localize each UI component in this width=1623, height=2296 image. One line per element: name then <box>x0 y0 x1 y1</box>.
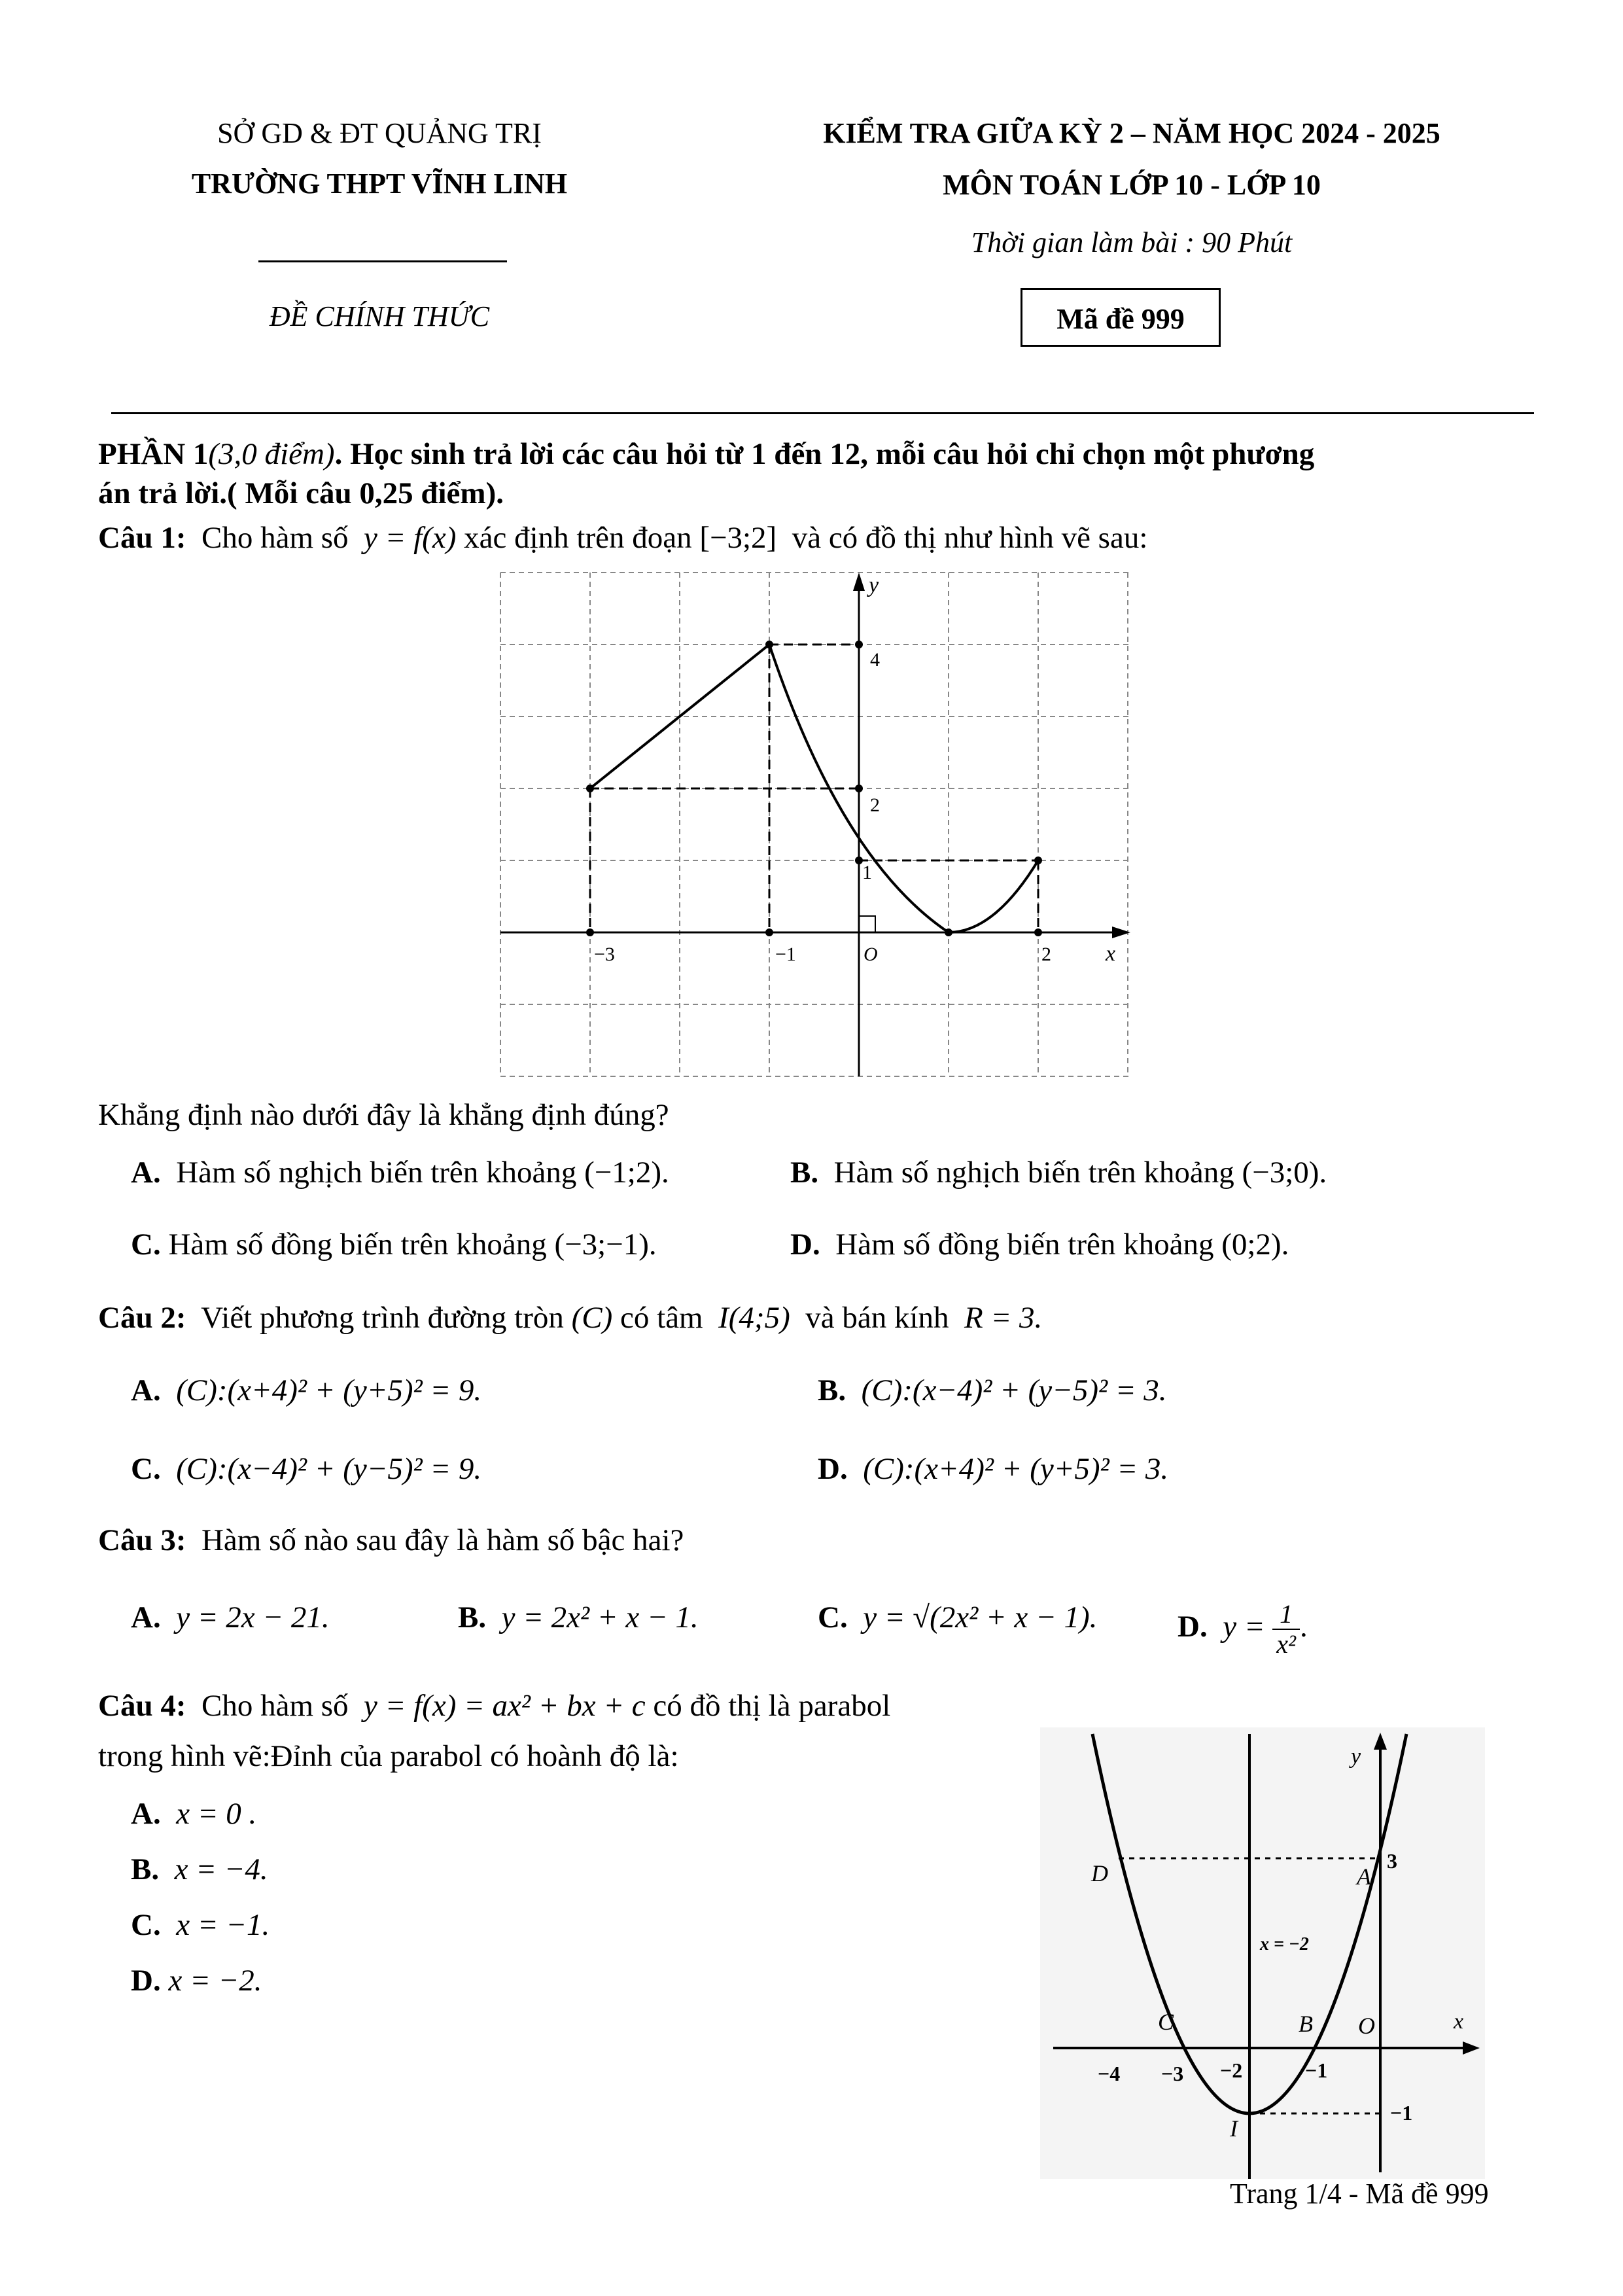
q2-option-a[interactable]: A. (C):(x+4)² + (y+5)² = 9. <box>131 1373 482 1407</box>
exam-code-box: Mã đề 999 <box>1021 288 1221 347</box>
official-label: ĐỀ CHÍNH THỨC <box>269 300 490 332</box>
header-divider <box>111 412 1534 414</box>
q1-x-arrow <box>1112 927 1130 938</box>
q1-x-label: x <box>1106 942 1116 966</box>
q1-tick-y: 1 <box>862 862 872 883</box>
q1-tick-x: 2 <box>1041 944 1051 965</box>
part1-intro: PHẦN 1(3,0 điểm). Học sinh trả lời các câu hỏi từ 1 đến 12, mỗi câu hỏi chỉ chọn một phương <box>98 437 1315 471</box>
exam-time: Thời gian làm bài : 90 Phút <box>971 226 1293 258</box>
part1-intro-line2: án trả lời.( Mỗi câu 0,25 điểm). <box>98 476 504 510</box>
dept-name: SỞ GD & ĐT QUẢNG TRỊ <box>217 117 542 149</box>
q1-tick-x: −1 <box>775 944 796 965</box>
q1-origin-label: O <box>864 944 878 965</box>
q4-point-d: D <box>1091 1860 1108 1886</box>
q1-tick-x: −3 <box>594 944 615 965</box>
q3-option-c[interactable]: C. y = √(2x² + x − 1). <box>818 1600 1098 1634</box>
q1-tick-y: 2 <box>870 794 880 816</box>
q1-point <box>945 928 952 936</box>
q3-stem: Câu 3: Hàm số nào sau đây là hàm số bậc hai? <box>98 1523 684 1557</box>
q1-question: Khẳng định nào dưới đây là khẳng định đúng? <box>98 1098 669 1132</box>
q1-option-a[interactable]: A. Hàm số nghịch biến trên khoảng (−1;2). <box>131 1156 669 1190</box>
q1-point <box>586 928 594 936</box>
q4-x-label: x <box>1454 2009 1464 2034</box>
q2-option-d[interactable]: D. (C):(x+4)² + (y+5)² = 3. <box>818 1452 1169 1486</box>
q4-tick-x: −3 <box>1161 2062 1184 2085</box>
q3-option-a[interactable]: A. y = 2x − 21. <box>131 1600 330 1634</box>
q4-y-label: y <box>1351 1744 1361 1769</box>
q2-stem: Câu 2: Viết phương trình đường tròn (C) có tâm I(4;5) và bán kính R = 3. <box>98 1301 1043 1335</box>
q1-graph <box>497 569 1138 1086</box>
q1-point <box>765 641 773 648</box>
q1-origin-square <box>859 916 875 932</box>
q4-tick-y-m1: −1 <box>1390 2101 1413 2125</box>
q3-option-d[interactable]: D. y = $\frac{1}{\text{x²}}$ . <box>1178 1599 1308 1659</box>
q4-tick-x: −4 <box>1098 2062 1121 2085</box>
q1-tick-y: 4 <box>870 649 880 671</box>
q4-graph <box>1040 1727 1485 2179</box>
q1-point <box>586 785 594 792</box>
q1-option-b[interactable]: B. Hàm số nghịch biến trên khoảng (−3;0). <box>790 1156 1327 1190</box>
q4-option-a[interactable]: A. x = 0 . <box>131 1797 257 1831</box>
q4-point-a: A <box>1357 1863 1371 1890</box>
q1-y-arrow <box>853 573 865 591</box>
q4-origin-label: O <box>1358 2013 1375 2039</box>
q4-tick-y3: 3 <box>1387 1849 1397 1873</box>
exam-title: KIỂM TRA GIỮA KỲ 2 – NĂM HỌC 2024 - 2025 <box>823 117 1440 149</box>
q4-option-d[interactable]: D. x = −2. <box>131 1964 262 1998</box>
q1-option-c[interactable]: C. Hàm số đồng biến trên khoảng (−3;−1). <box>131 1227 657 1262</box>
q1-option-d[interactable]: D. Hàm số đồng biến trên khoảng (0;2). <box>790 1227 1289 1262</box>
q1-stem: Câu 1: Cho hàm số y = f(x) xác định trên đoạn [−3;2] và có đồ thị như hình vẽ sau: <box>98 521 1148 555</box>
q2-option-c[interactable]: C. (C):(x−4)² + (y−5)² = 9. <box>131 1452 482 1486</box>
q1-point <box>855 785 863 792</box>
q1-point <box>1034 928 1042 936</box>
q1-point <box>765 928 773 936</box>
subject-title: MÔN TOÁN LỚP 10 - LỚP 10 <box>943 169 1321 201</box>
q2-option-b[interactable]: B. (C):(x−4)² + (y−5)² = 3. <box>818 1373 1167 1407</box>
q1-point <box>1034 857 1042 864</box>
header-underline <box>258 260 507 262</box>
q3-option-b[interactable]: B. y = 2x² + x − 1. <box>458 1600 699 1634</box>
q4-option-b[interactable]: B. x = −4. <box>131 1852 268 1886</box>
q1-grid <box>500 573 1128 1076</box>
q4-stem: Câu 4: Cho hàm số y = f(x) = ax² + bx + c có đồ thị là parabol <box>98 1689 891 1723</box>
q4-option-c[interactable]: C. x = −1. <box>131 1908 270 1942</box>
q4-axis-equation: x = −2 <box>1260 1934 1309 1954</box>
q1-y-label: y <box>869 573 879 597</box>
q4-point-b: B <box>1299 2011 1313 2037</box>
q4-tick-x: −2 <box>1220 2058 1243 2082</box>
q4-point-i: I <box>1230 2115 1238 2142</box>
page-footer: Trang 1/4 - Mã đề 999 <box>1230 2178 1489 2210</box>
q4-point-c: C <box>1158 2009 1174 2035</box>
q4-stem-line2: trong hình vẽ:Đỉnh của parabol có hoành độ là: <box>98 1739 679 1773</box>
q1-point <box>855 641 863 648</box>
q4-tick-x: −1 <box>1305 2058 1328 2082</box>
q3-fraction: $\frac{1}{\text{x²}}$ <box>1272 1600 1300 1659</box>
school-name: TRƯỜNG THPT VĨNH LINH <box>191 168 568 200</box>
